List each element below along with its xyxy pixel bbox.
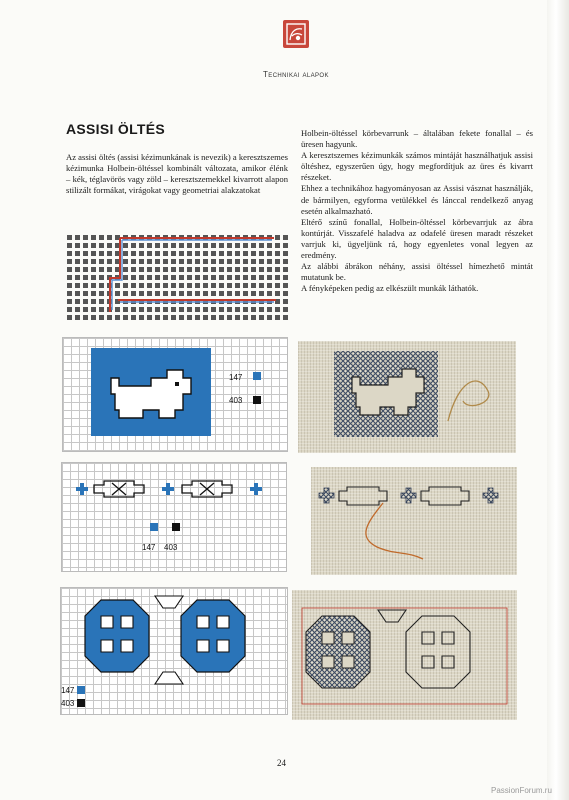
watermark: PassionForum.ru — [491, 786, 552, 795]
page-number: 24 — [277, 758, 286, 768]
stitch-diagram — [66, 234, 290, 320]
paragraph-5: Az alábbi ábrákon néhány, assisi öltéssel hímezhető mintát mutatunk be. — [301, 261, 533, 283]
flower-pattern-drawing — [61, 588, 287, 714]
border-embroidery-drawing — [311, 467, 517, 575]
legend-black-code: 403 — [229, 396, 243, 405]
stitch-diagram-drawing — [66, 234, 290, 320]
border-pattern-drawing — [62, 463, 286, 523]
legend-black-swatch — [172, 523, 180, 531]
intro-column — [66, 152, 288, 196]
legend-black-code: 403 — [164, 543, 178, 552]
legend-black-code: 403 — [61, 699, 75, 708]
legend-black-swatch — [253, 396, 261, 404]
dog-embroidery-photo — [298, 341, 516, 453]
legend-blue-code: 147 — [61, 686, 75, 695]
running-head: Technikai alapok — [263, 70, 329, 79]
flower-embroidery-photo — [292, 590, 517, 720]
flower-chart — [60, 587, 288, 715]
paragraph-1: Holbein-öltéssel körbevarrunk – általában fekete fonallal – és üresen hagyunk. — [301, 128, 533, 150]
legend-blue-swatch — [150, 523, 158, 531]
legend-blue-code: 147 — [142, 543, 156, 552]
legend-blue-swatch — [253, 372, 261, 380]
dog-chart — [62, 337, 288, 452]
legend-blue-swatch — [77, 686, 85, 694]
page-spine-shadow — [547, 0, 569, 800]
paragraph-6: A fényképeken pedig az elkészült munkák láthatók. — [301, 283, 479, 294]
publisher-logo-icon — [283, 20, 309, 48]
section-heading: ASSISI ÖLTÉS — [66, 121, 166, 137]
paragraph-4: Eltérő színű fonallal, Holbein-öltéssel körbevarrjuk az ábra kontúrját. Visszafelé haladva az odafelé üresen maradt részeket varrjuk ki, ügyeljünk rá, hogy egyenletes vonal legyen az eredmény. — [301, 216, 533, 261]
flower-embroidery-drawing — [292, 590, 517, 720]
right-text-column — [301, 128, 533, 294]
border-embroidery-photo — [311, 467, 517, 575]
legend-black-swatch — [77, 699, 85, 707]
legend-blue-code: 147 — [229, 373, 243, 382]
dog-embroidery-drawing — [298, 341, 516, 453]
paragraph-3: Ehhez a technikához hagyományosan az Assisi vásznat használják, de bármilyen, egyforma vetülékkel és lánccal rendelkező anyag esetén alkalmazható. — [301, 183, 533, 216]
border-chart — [61, 462, 287, 572]
dog-pattern-drawing — [63, 338, 287, 451]
intro-paragraph: Az assisi öltés (assisi kézimunkának is nevezik) a keresztszemes kézimunka Holbein-öltéssel kombinált változata, amikor élénk – kék, téglavörös vagy zöld – keresztszemekkel kivarrott alapon stilizált formákat, virágokat vagy geometriai alakzatokat — [66, 152, 288, 196]
paragraph-2: A keresztszemes kézimunkák számos mintáját használhatjuk assisi öltéshez, egyszerűen úgy, hogy megfordítjuk az üres és kivarrt részeket. — [301, 150, 533, 183]
